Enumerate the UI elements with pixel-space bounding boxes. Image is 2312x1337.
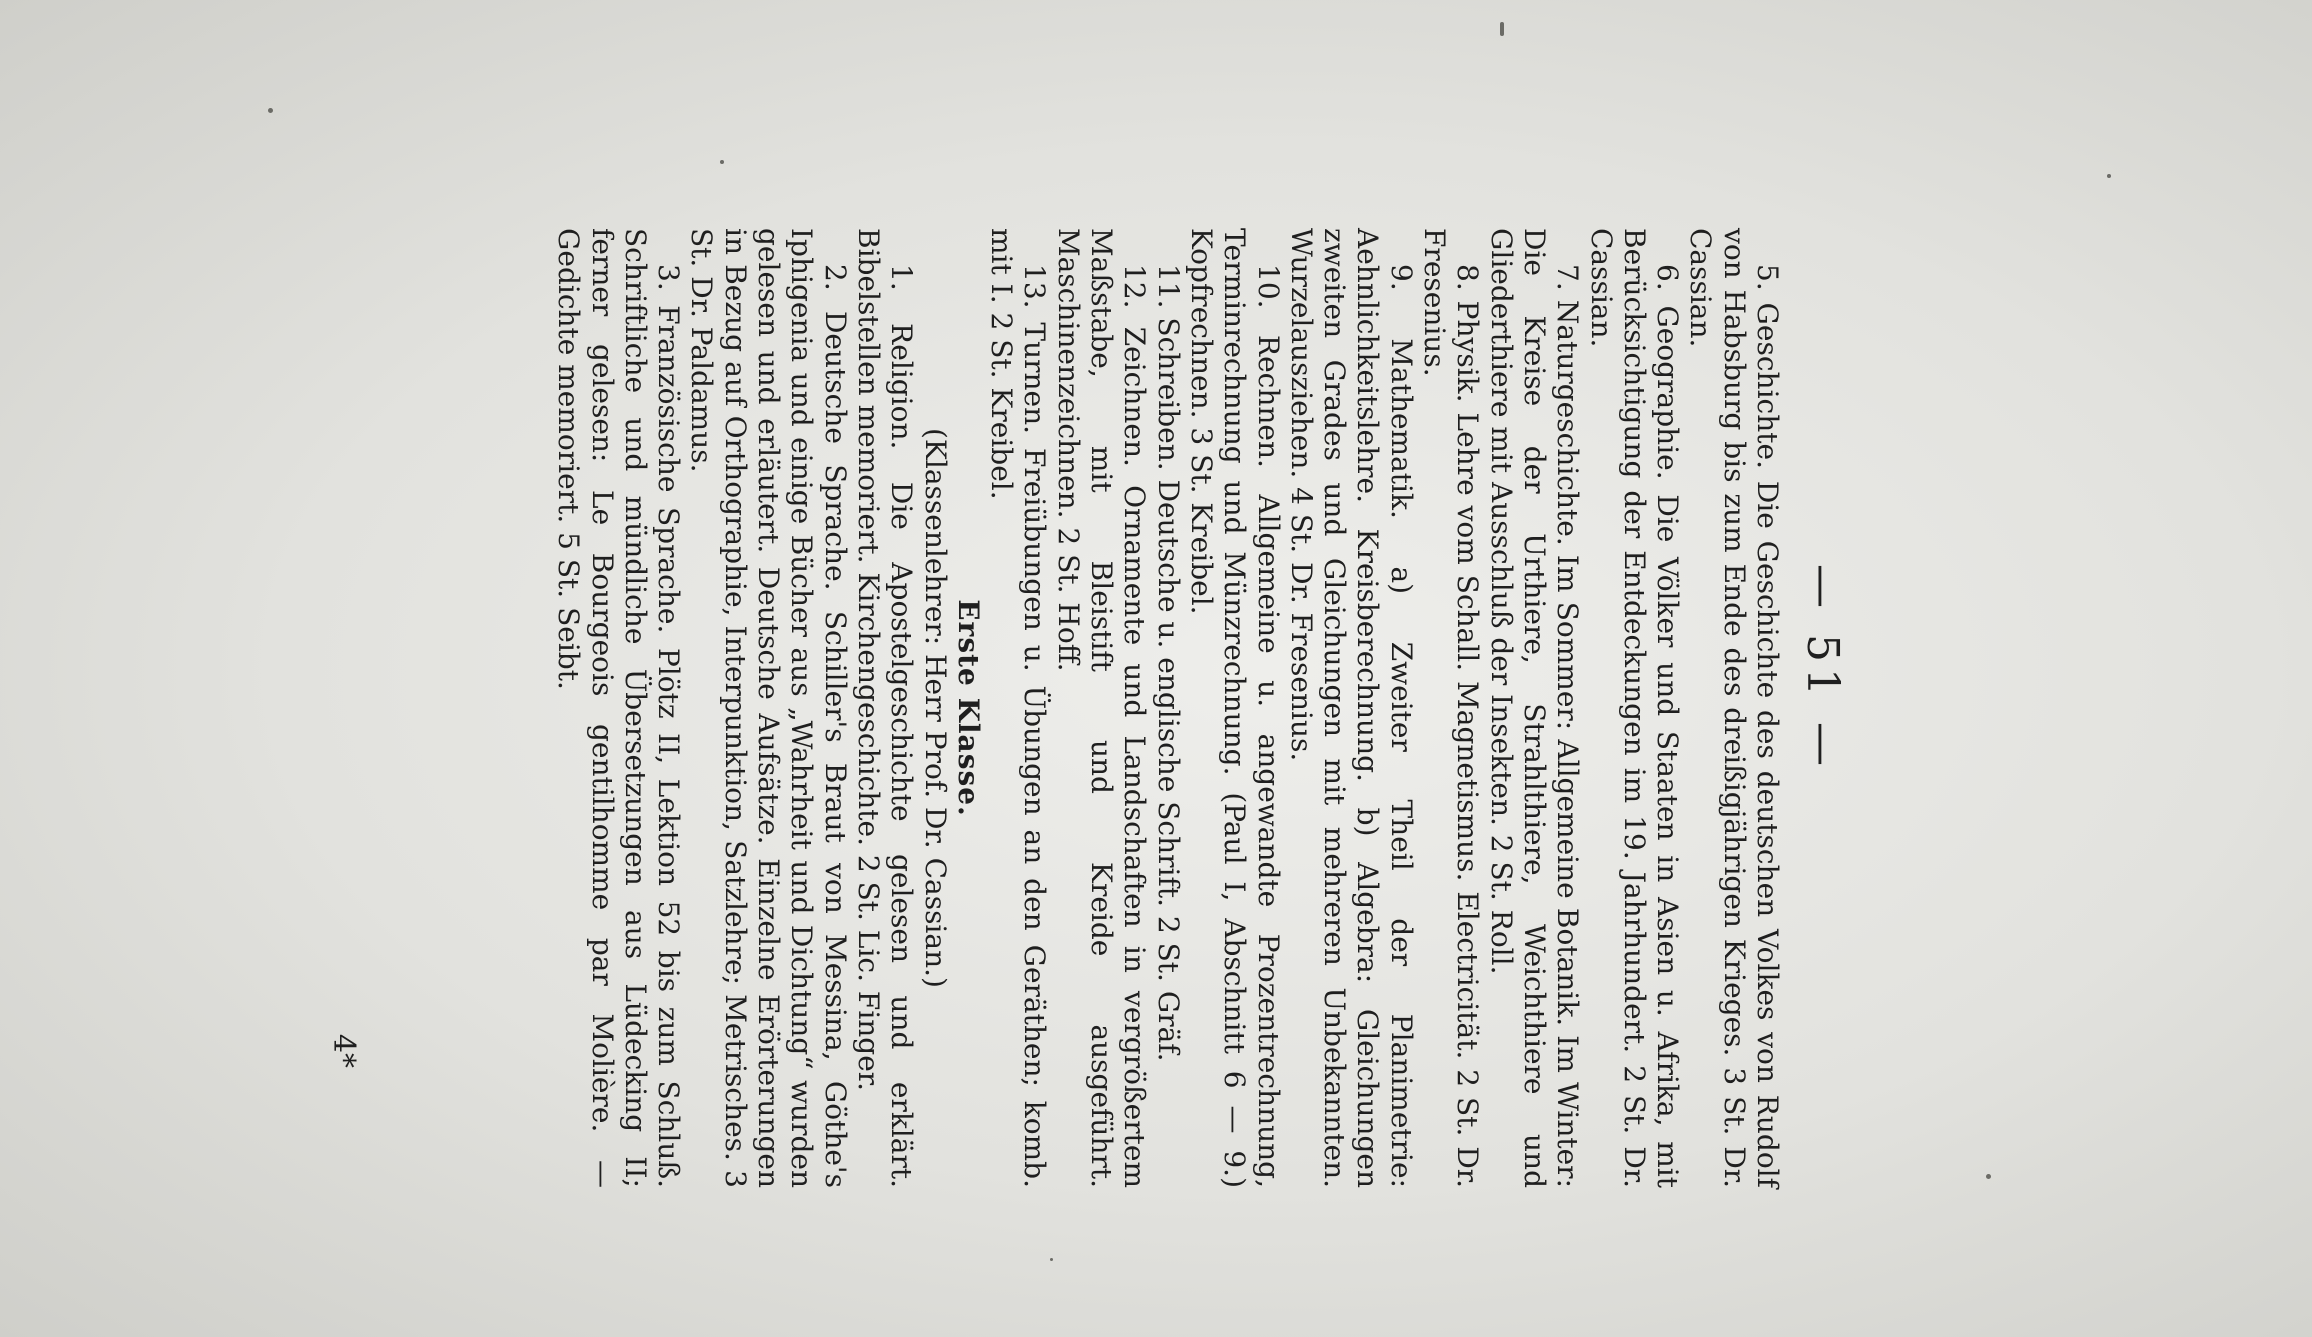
section-subheading: (Klassenlehrer: Herr Prof. Dr. Cassian.): [918, 428, 952, 988]
book-page: [216, 78, 2096, 1258]
paragraph-mathematics: 9. Mathematik. a) Zweiter Theil der Planimetrie: Aehnlichkeitslehre. Kreisberechnung. b) Algebra: Gleichungen zweiten Grades und Gleichungen mit mehreren Unbekannten. Wurzelausziehen. 4 St. Dr. Fresenius.: [1284, 228, 1418, 1188]
section-heading: Erste Klasse.: [951, 599, 985, 817]
paragraph-history: 5. Geschichte. Die Geschichte des deutschen Volkes von Rudolf von Habsburg bis zum Ende des dreißigjährigen Krieges. 3 St. Dr. Cassian.: [1684, 228, 1784, 1188]
paragraph-german: 2. Deutsche Sprache. Schiller's Braut von Messina, Göthe's Iphigenia und einige Bücher aus „Wahrheit und Dichtung“ wurden gelesen und erläutert. Deutsche Aufsätze. Einzelne Erörterungen in Bezug auf Orthographie, Interpunktion, Satzlehre; Metrisches. 3 St. Dr. Paldamus.: [685, 228, 852, 1188]
paragraph-physics: 8. Physik. Lehre vom Schall. Magnetismus. Electricität. 2 St. Dr. Fresenius.: [1418, 228, 1485, 1188]
paragraph-geography: 6. Geographie. Die Völker und Staaten in Asien u. Afrika, mit Berücksichtigung der Entdeckungen im 19. Jahrhundert. 2 St. Dr. Cassian.: [1584, 228, 1685, 1188]
page-text: [552, 228, 1784, 1188]
paragraph-religion: 1. Religion. Die Apostelgeschichte gelesen und erklärt. Bibelstellen memoriert. Kirchengeschichte. 2 St. Lic. Finger.: [851, 228, 919, 1188]
signature-mark: 4*: [326, 1033, 361, 1068]
paragraph-gymnastics: 13. Turnen. Freiübungen u. Übungen an den Geräthen; komb. mit I. 2 St. Kreibel.: [985, 228, 1052, 1188]
paragraph-writing: 11. Schreiben. Deutsche u. englische Schrift. 2 St. Gräf.: [1151, 264, 1185, 1062]
paragraph-arithmetic: 10. Rechnen. Allgemeine u. angewandte Prozentrechnung, Terminrechnung und Münzrechnung. (Paul I, Abschnitt 6 — 9.) Kopfrechnen. 3 St. Kreibel.: [1184, 228, 1285, 1188]
paragraph-natural-history: 7. Naturgeschichte. Im Sommer: Allgemeine Botanik. Im Winter: Die Kreise der Urthiere, Strahlthiere, Weichthiere und Gliederthiere mit Ausschluß der Insekten. 2 St. Roll.: [1484, 228, 1585, 1188]
paragraph-drawing: 12. Zeichnen. Ornamente und Landschaften in vergrößertem Maßstabe, mit Bleistift und Kreide ausgeführt. Maschinenzeichnen. 2 St. Hoff.: [1051, 228, 1152, 1188]
page-number: — 51 —: [1797, 564, 1848, 772]
paragraph-french: 3. Französische Sprache. Plötz II, Lektion 52 bis zum Schluß. Schriftliche und mündliche Übersetzungen aus Lüdecking II; ferner gelesen: Le Bourgeois gentilhomme par Molière. — Gedichte memoriert. 5 St. Seibt.: [552, 228, 686, 1188]
